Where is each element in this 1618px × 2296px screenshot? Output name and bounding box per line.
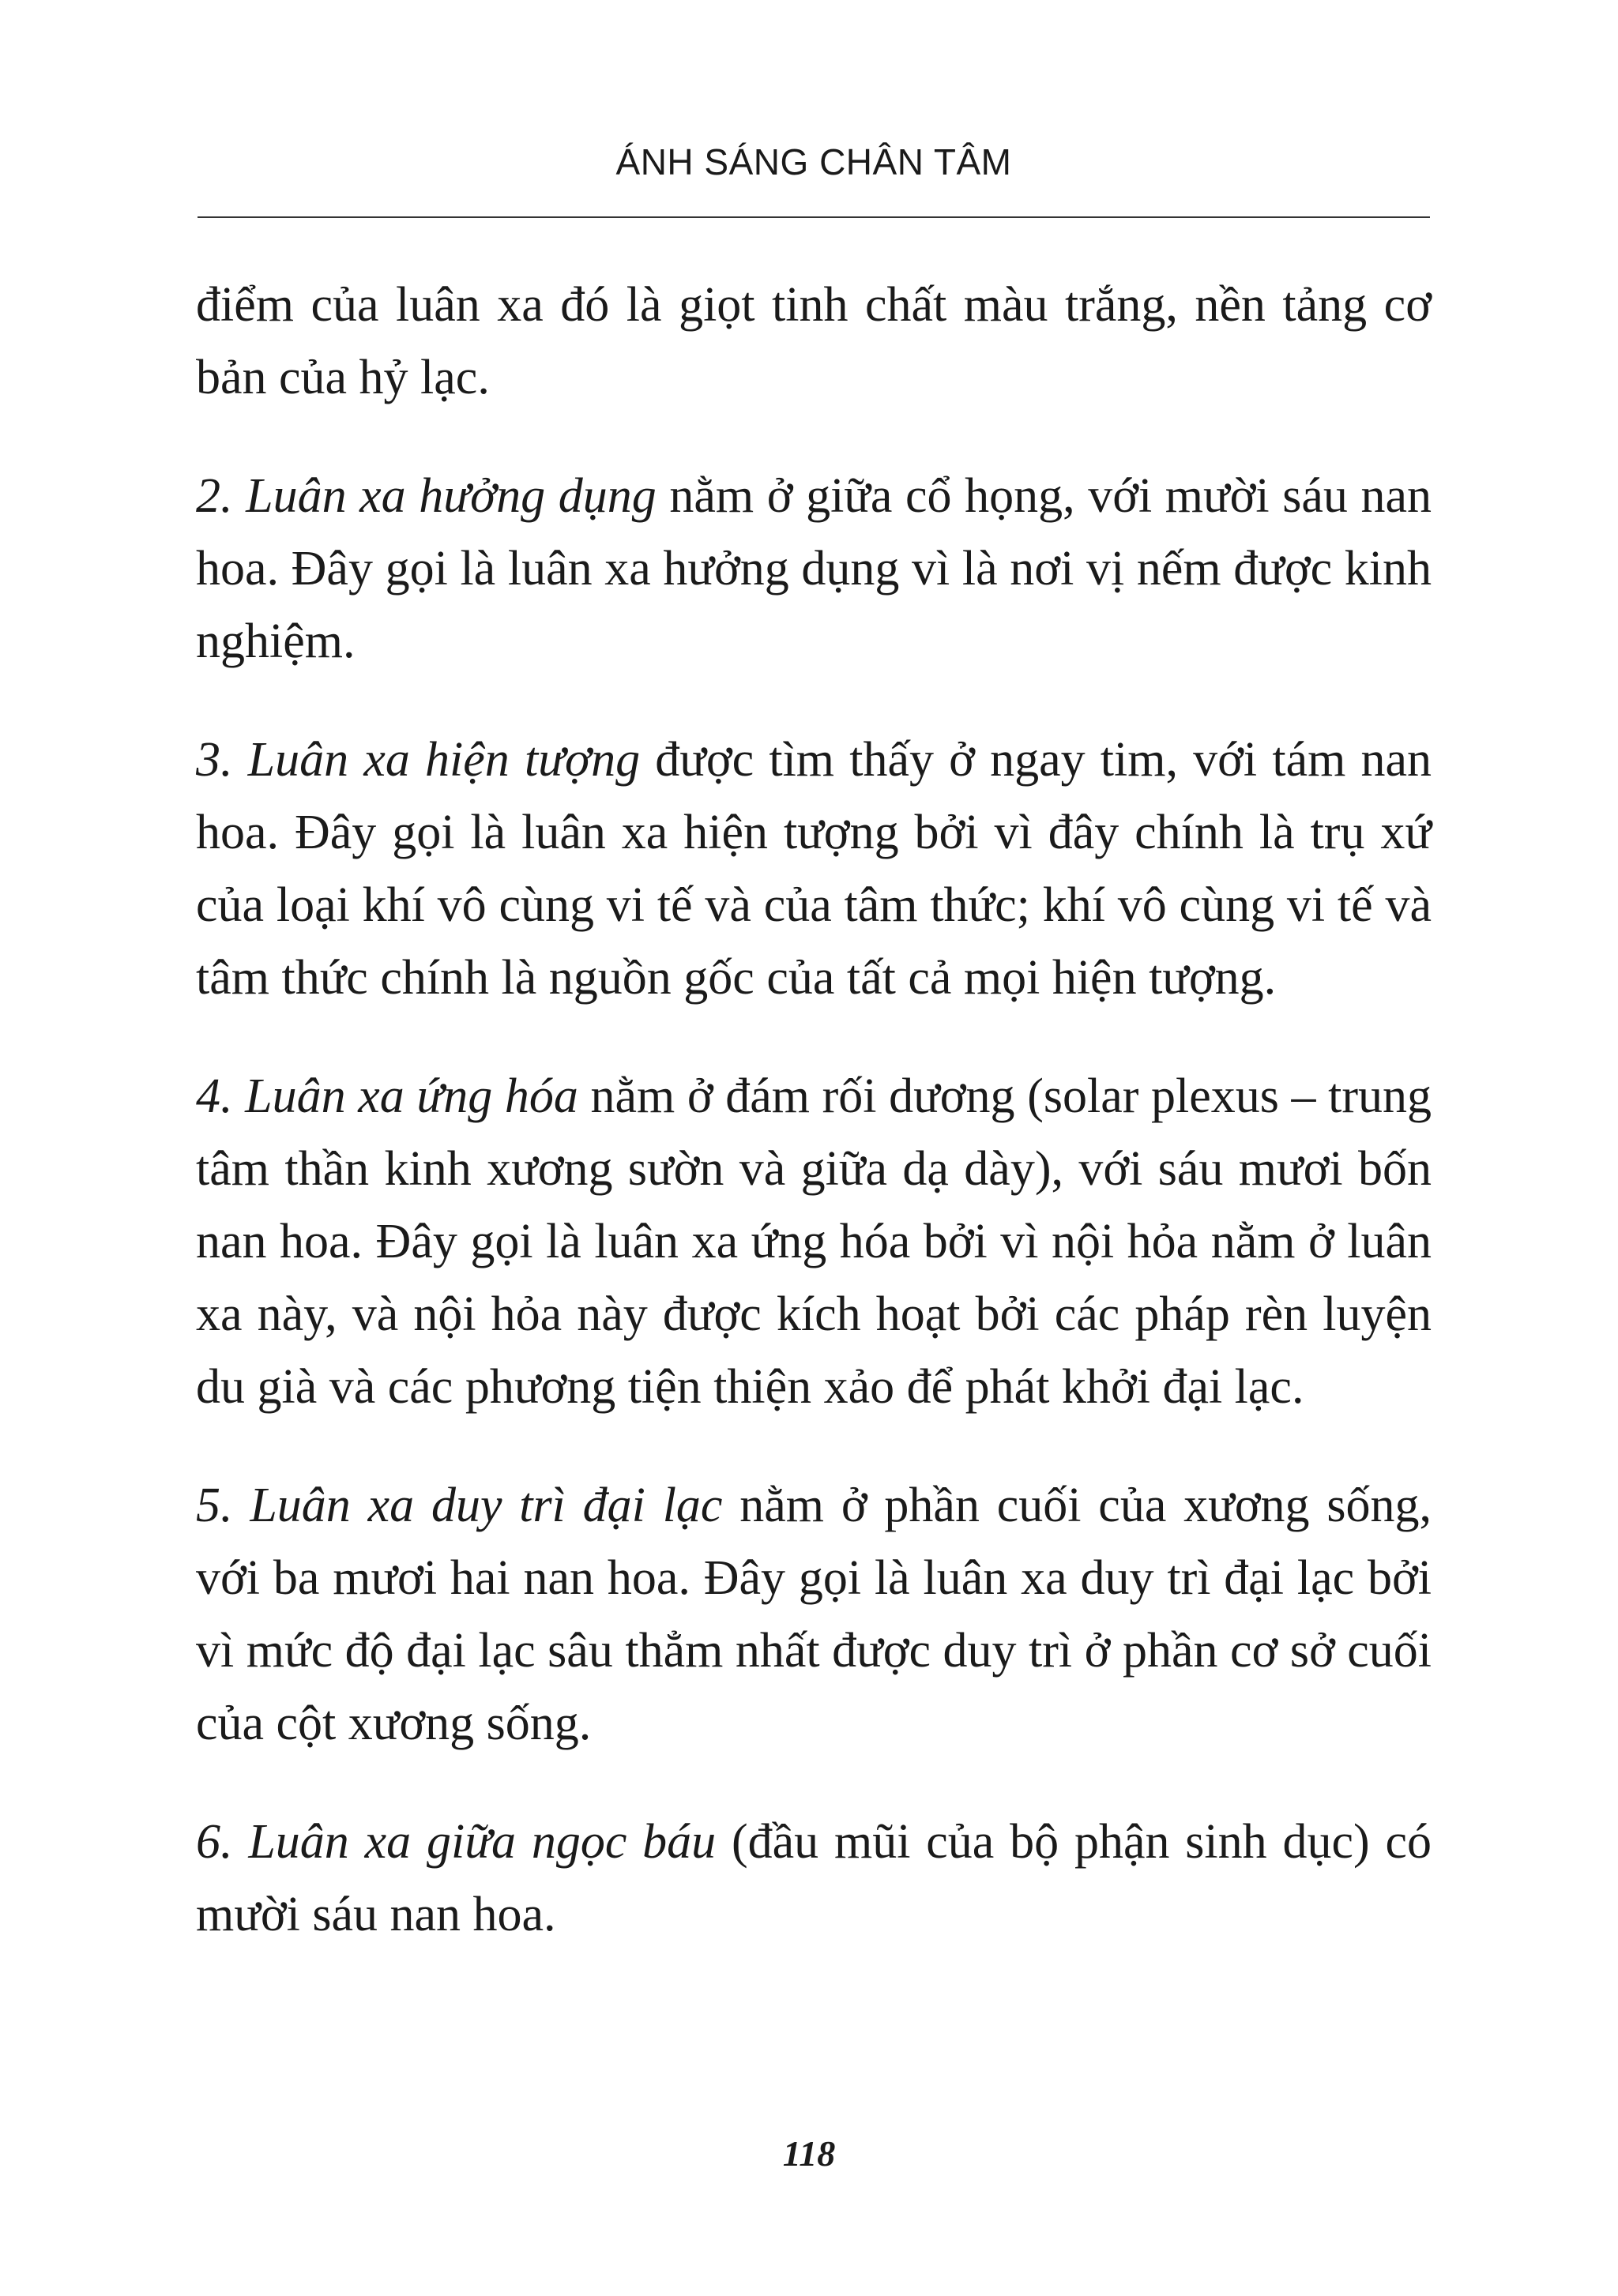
running-header: ÁNH SÁNG CHÂN TÂM bbox=[615, 141, 1012, 182]
paragraph-item-4 bbox=[196, 1060, 1432, 1423]
paragraph-text: (đầu mũi của bộ phận sinh dục) có mười sáu nan hoa. bbox=[196, 1815, 1432, 1941]
item-heading: 6. Luân xa giữa ngọc báu bbox=[196, 1815, 717, 1869]
page-number: 118 bbox=[782, 2133, 836, 2174]
item-heading: 3. Luân xa hiện tượng bbox=[196, 733, 641, 787]
paragraph-continuation bbox=[196, 269, 1432, 414]
paragraph-item-6 bbox=[196, 1806, 1432, 1951]
item-heading: 5. Luân xa duy trì đại lạc bbox=[196, 1479, 723, 1532]
body-text bbox=[196, 269, 1432, 1997]
paragraph-text: điểm của luân xa đó là giọt tinh chất màu trắng, nền tảng cơ bản của hỷ lạc. bbox=[196, 278, 1432, 404]
header-divider bbox=[198, 216, 1430, 218]
paragraph-text: nằm ở giữa cổ họng, với mười sáu nan hoa. Đây gọi là luân xa hưởng dụng vì là nơi vị nếm được kinh nghiệm. bbox=[196, 469, 1432, 668]
paragraph-text: nằm ở phần cuối của xương sống, với ba mươi hai nan hoa. Đây gọi là luân xa duy trì đại lạc bởi vì mức độ đại lạc sâu thẳm nhất được duy trì ở phần cơ sở cuối của cột xương sống. bbox=[196, 1479, 1432, 1750]
paragraph-item-3 bbox=[196, 723, 1432, 1014]
paragraph-text: nằm ở đám rối dương (solar plexus – trung tâm thần kinh xương sườn và giữa dạ dày), với sáu mươi bốn nan hoa. Đây gọi là luân xa ứng hóa bởi vì nội hỏa nằm ở luân xa này, và nội hỏa này được kích hoạt bởi các pháp rèn luyện du già và các phương tiện thiện xảo để phát khởi đại lạc. bbox=[196, 1069, 1432, 1414]
item-heading: 4. Luân xa ứng hóa bbox=[196, 1069, 578, 1123]
item-heading: 2. Luân xa hưởng dụng bbox=[196, 469, 657, 523]
paragraph-item-2 bbox=[196, 460, 1432, 678]
paragraph-text: được tìm thấy ở ngay tim, với tám nan hoa. Đây gọi là luân xa hiện tượng bởi vì đây chính là trụ xứ của loại khí vô cùng vi tế và của tâm thức; khí vô cùng vi tế và tâm thức chính là nguồn gốc của tất cả mọi hiện tượng. bbox=[196, 733, 1432, 1005]
paragraph-item-5 bbox=[196, 1469, 1432, 1760]
